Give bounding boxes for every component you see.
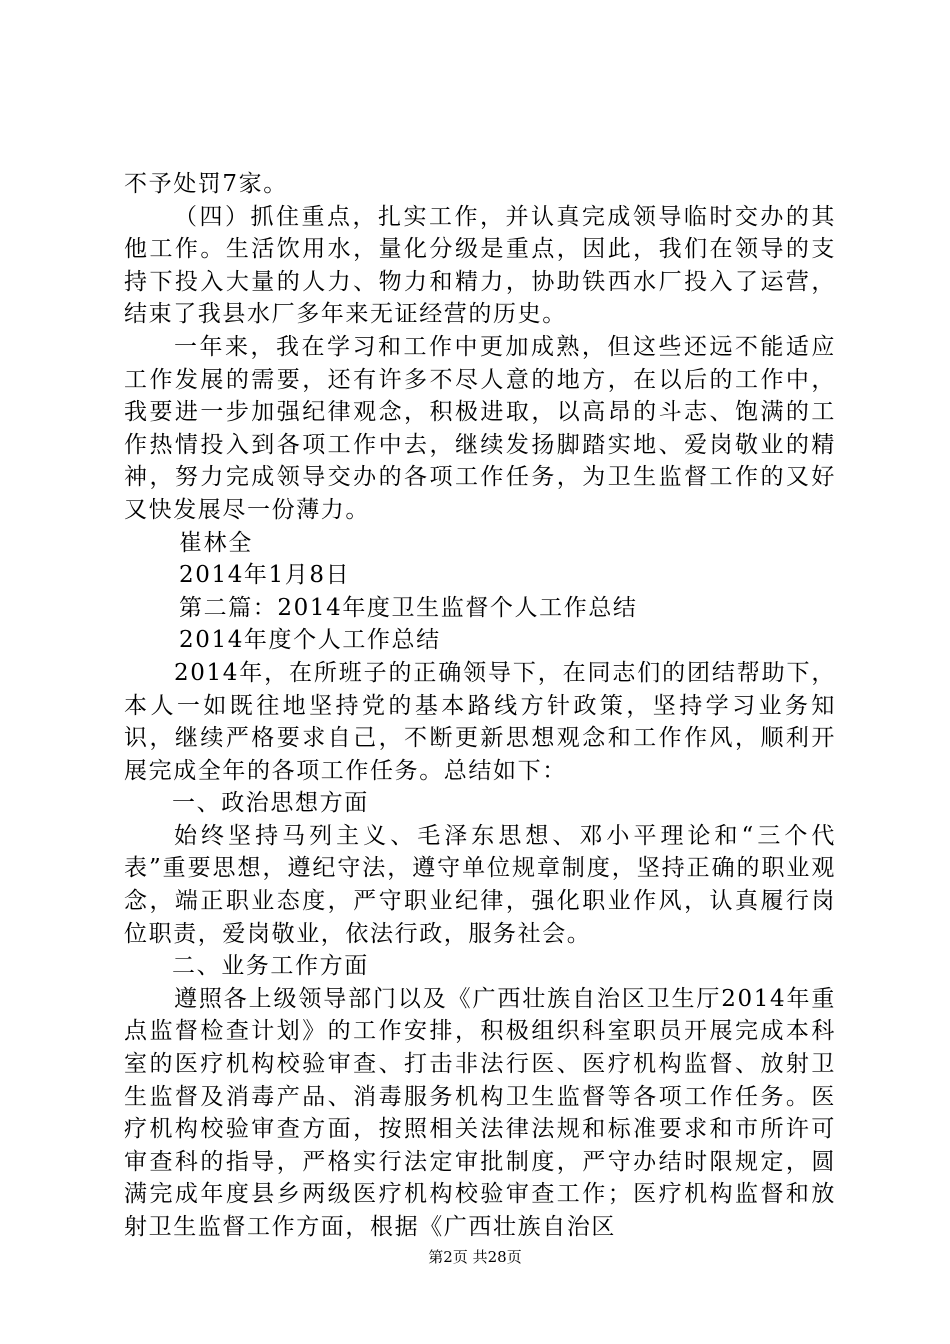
summary-title: 2014年度个人工作总结 [179, 627, 441, 654]
section-heading-business: 二、业务工作方面 [172, 953, 369, 980]
paragraph-section-four: （四）抓住重点，扎实工作，并认真完成领导临时交办的其他工作。生活饮用水，量化分级是重点，因此，我们在领导的支持下投入大量的人力、物力和精力，协助铁西水厂投入了运营，结束了我县水厂多年来无证经营的历史。 [124, 203, 836, 328]
chapter-heading: 第二篇：2014年度卫生监督个人工作总结 [179, 594, 638, 621]
signature-name: 崔林全 [179, 529, 253, 556]
document-body [124, 168, 836, 1244]
paragraph-politics: 始终坚持马列主义、毛泽东思想、邓小平理论和“三个代表”重要思想，遵纪守法，遵守单位规章制度，坚持正确的职业观念，端正职业态度，严守职业纪律，强化职业作风，认真履行岗位职责，爱岗敬业，依法行政，服务社会。 [124, 822, 836, 947]
paragraph-year-reflection: 一年来，我在学习和工作中更加成熟，但这些还远不能适应工作发展的需要，还有许多不尽人意的地方，在以后的工作中，我要进一步加强纪律观念，积极进取，以高昂的斗志、饱满的工作热情投入到各项工作中去，继续发扬脚踏实地、爱岗敬业的精神，努力完成领导交办的各项工作任务，为卫生监督工作的又好又快发展尽一份薄力。 [124, 333, 836, 523]
paragraph-penalty-count: 不予处罚7家。 [124, 171, 288, 197]
paragraph-business: 遵照各上级领导部门以及《广西壮族自治区卫生厅2014年重点监督检查计划》的工作安排，积极组织科室职员开展完成本科室的医疗机构校验审查、打击非法行医、医疗机构监督、放射卫生监督及消毒产品、消毒服务机构卫生监督等各项工作任务。医疗机构校验审查方面，按照相关法律法规和标准要求和市所许可审查科的指导，严格实行法定审批制度，严守办结时限规定，圆满完成年度县乡两级医疗机构校验审查工作；医疗机构监督和放射卫生监督工作方面，根据《广西壮族自治区 [124, 985, 836, 1240]
paragraph-intro: 2014年，在所班子的正确领导下，在同志们的团结帮助下，本人一如既往地坚持党的基本路线方针政策，坚持学习业务知识，继续严格要求自己，不断更新思想观念和工作作风，顺利开展完成全年的各项工作任务。总结如下： [124, 659, 836, 784]
page-number-footer: 第2页 共28页 [428, 1248, 522, 1266]
section-heading-politics: 一、政治思想方面 [172, 790, 369, 817]
signature-date: 2014年1月8日 [179, 562, 351, 589]
